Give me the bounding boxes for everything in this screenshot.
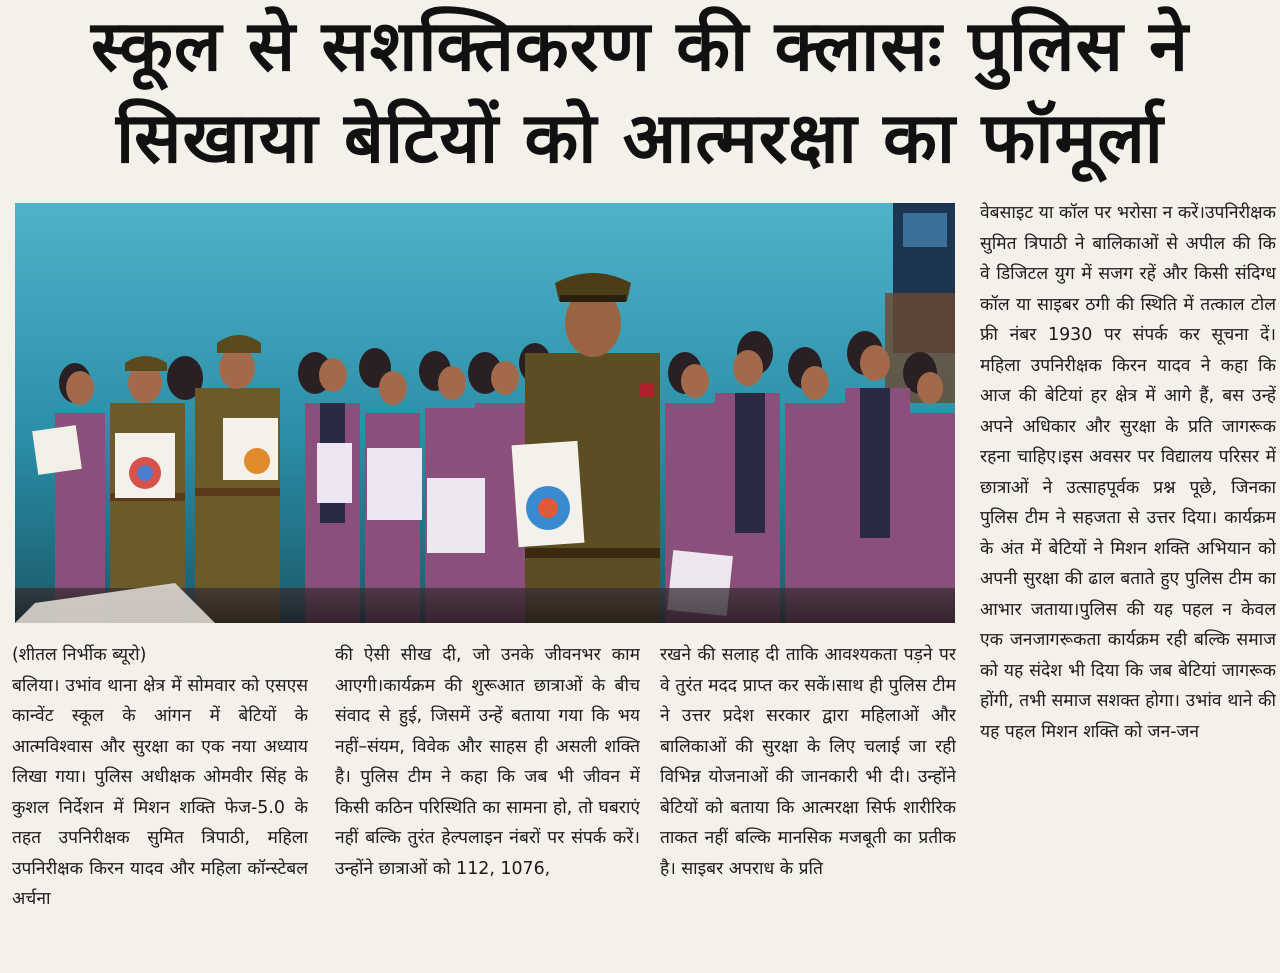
byline: (शीतल निर्भीक ब्यूरो)	[12, 645, 147, 665]
headline	[0, 0, 1280, 195]
article-column-1	[12, 640, 308, 973]
article-column-1-text: बलिया। उभांव थाना क्षेत्र में सोमवार को एसएस कान्वेंट स्कूल के आंगन में बेटियों के आत्मविश्वास और सुरक्षा का एक नया अध्याय लिखा गया। पुलिस अधीक्षक ओमवीर सिंह के कुशल निर्देशन में मिशन शक्ति फेज-5.0 के तहत उपनिरीक्षक सुमित त्रिपाठी, महिला उपनिरीक्षक किरन यादव और महिला कॉन्स्टेबल अर्चना	[12, 675, 308, 909]
headline-line-2: सिखाया बेटियों को आत्मरक्षा का फॉमूर्ला	[116, 97, 1164, 179]
news-photo	[15, 203, 955, 623]
article-column-2	[335, 640, 640, 973]
headline-line-1: स्कूल से सशक्तिकरण की क्लासः पुलिस ने	[90, 5, 1190, 87]
article-column-3-text: रखने की सलाह दी ताकि आवश्यकता पड़ने पर वे तुरंत मदद प्राप्त कर सकें।साथ ही पुलिस टीम ने उत्तर प्रदेश सरकार द्वारा महिलाओं और बालिकाओं की सुरक्षा के लिए चलाई जा रही विभिन्न योजनाओं की जानकारी भी दी। उन्होंने बेटियों को बताया कि आत्मरक्षा सिर्फ शारीरिक ताकत नहीं बल्कि मानसिक मजबूती का प्रतीक है। साइबर अपराध के प्रति	[660, 645, 956, 879]
article-column-3	[660, 640, 956, 973]
article-column-4-text: वेबसाइट या कॉल पर भरोसा न करें।उपनिरीक्षक सुमित त्रिपाठी ने बालिकाओं से अपील की कि वे डिजिटल युग में सजग रहें और किसी संदिग्ध कॉल या साइबर ठगी की स्थिति में तत्काल टोल फ्री नंबर 1930 पर संपर्क कर सूचना दें। महिला उपनिरीक्षक किरन यादव ने कहा कि आज की बेटियां हर क्षेत्र में आगे हैं, बस उन्हें अपने अधिकार और सुरक्षा के प्रति जागरूक रहना चाहिए।इस अवसर पर विद्यालय परिसर में छात्राओं ने उत्साहपूर्वक प्रश्न पूछे, जिनका पुलिस टीम ने सहजता से उत्तर दिया। कार्यक्रम के अंत में बेटियों ने मिशन शक्ति अभियान को अपनी सुरक्षा की ढाल बताते हुए पुलिस टीम का आभार जताया।पुलिस की यह पहल न केवल एक जनजागरूकता कार्यक्रम रही बल्कि समाज को यह संदेश भी दिया कि जब बेटियां जागरूक होंगी, तभी समाज सशक्त होगा। उभांव थाने की यह पहल मिशन शक्ति को जन-जन	[980, 203, 1276, 742]
article-column-4	[980, 198, 1276, 973]
article-column-2-text: की ऐसी सीख दी, जो उनके जीवनभर काम आएगी।कार्यक्रम की शुरूआत छात्राओं के बीच संवाद से हुई, जिसमें उन्हें बताया गया कि भय नहीं–संयम, विवेक और साहस ही असली शक्ति है। पुलिस टीम ने कहा कि जब भी जीवन में किसी कठिन परिस्थिति का सामना हो, तो घबराएं नहीं बल्कि तुरंत हेल्पलाइन नंबरों पर संपर्क करें। उन्होंने छात्राओं को 112, 1076,	[335, 645, 640, 879]
